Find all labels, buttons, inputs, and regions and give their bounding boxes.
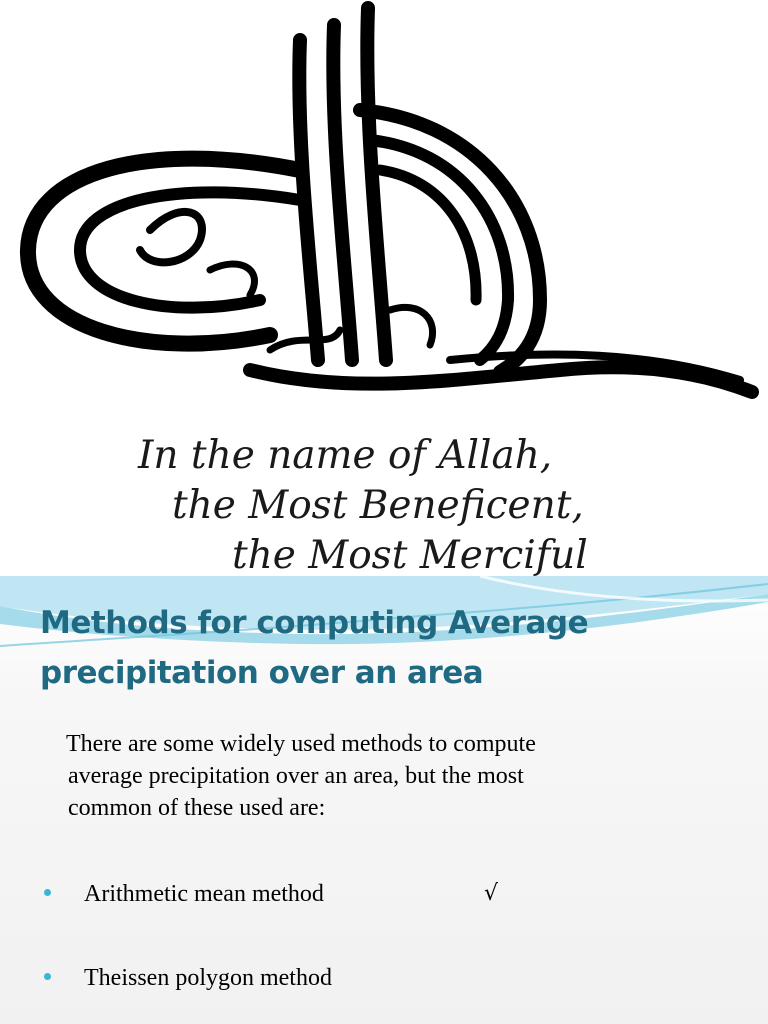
intro-paragraph (68, 728, 708, 824)
caption-line-2: the Most Beneficent, (172, 483, 584, 528)
bismillah-caption (0, 425, 768, 575)
bismillah-calligraphy-icon (0, 0, 768, 420)
slide-title-line-2: precipitation over an area (40, 655, 484, 691)
bullet-dot-icon (44, 889, 51, 896)
intro-line-3: common of these used are: (68, 795, 326, 821)
slide-title-line-1: Methods for computing Average (40, 605, 589, 641)
slide (0, 576, 768, 1024)
bullet-text: Arithmetic mean method (84, 881, 324, 907)
caption-line-3: the Most Merciful (232, 533, 588, 576)
slide-title (40, 598, 740, 698)
check-mark: √ (484, 881, 499, 906)
bullet-text: Theissen polygon method (84, 965, 332, 991)
intro-line-1: There are some widely used methods to compute (66, 731, 536, 757)
bullet-dot-icon (44, 973, 51, 980)
intro-line-2: average precipitation over an area, but the most (68, 763, 524, 789)
caption-line-1: In the name of Allah, (138, 433, 553, 478)
